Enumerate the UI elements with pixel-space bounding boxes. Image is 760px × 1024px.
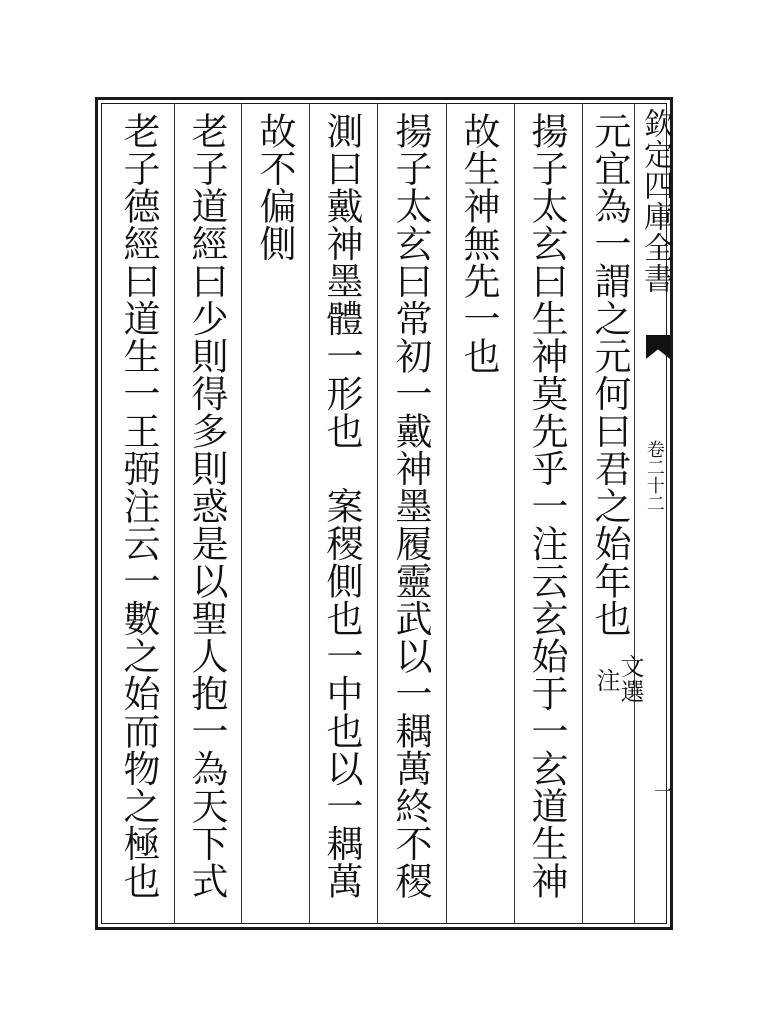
text-column-7: 老子道經曰少則得多則惑是以聖人抱一為天下式 bbox=[185, 112, 228, 900]
column-rule bbox=[446, 103, 447, 924]
column-rule bbox=[241, 103, 242, 924]
text-column-3: 故生神無先一也 bbox=[457, 112, 500, 375]
column-rule bbox=[634, 103, 635, 924]
text-column-4: 揚子太玄曰常初一戴神墨履靈武以一耦萬終不稷 bbox=[389, 112, 432, 900]
text-column-6: 故不偏側 bbox=[253, 112, 296, 262]
annotation-left: 注 bbox=[592, 668, 620, 693]
text-column-8: 老子德經曰道生一王弼注云一數之始而物之極也 bbox=[117, 112, 160, 900]
book-title: 欽定四庫全書 bbox=[638, 108, 673, 294]
text-column-5: 測曰戴神墨體一形也 案稷側也一中也以一耦萬 bbox=[320, 112, 363, 900]
text-column-1: 元宜為一謂之元何曰君之始年也 bbox=[588, 112, 631, 637]
column-rule bbox=[582, 103, 583, 924]
volume-label: 卷二十二 bbox=[643, 440, 665, 512]
text-column-2: 揚子太玄曰生神莫先乎一注云玄始于一玄道生神 bbox=[525, 112, 568, 900]
column-rule bbox=[514, 103, 515, 924]
annotation-right: 文選 bbox=[616, 654, 644, 704]
column-rule bbox=[174, 103, 175, 924]
column-rule bbox=[377, 103, 378, 924]
column-rule bbox=[309, 103, 310, 924]
page-number: 一 bbox=[651, 782, 672, 800]
